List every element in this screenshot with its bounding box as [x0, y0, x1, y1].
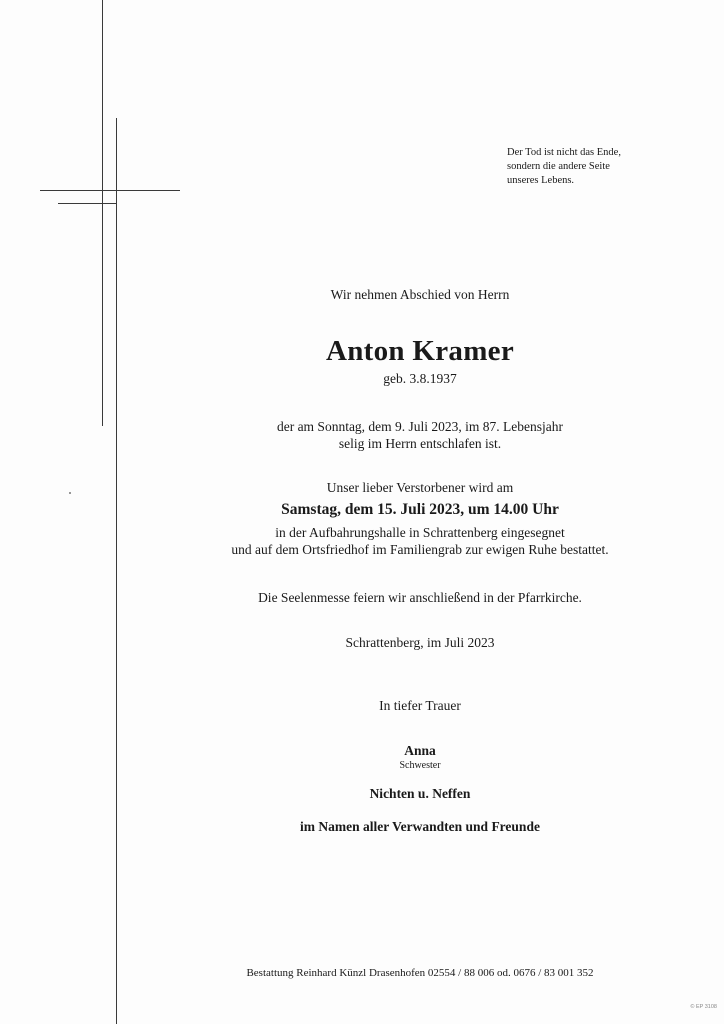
- quote-line: unseres Lebens.: [507, 175, 575, 186]
- intro-text: Wir nehmen Abschied von Herrn: [330, 287, 510, 302]
- relatives: Nichten u. Neffen: [369, 786, 471, 801]
- funeral-intro: Unser lieber Verstorbener wird am: [326, 480, 514, 495]
- funeral-line: und auf dem Ortsfriedhof im Familiengrab zur ewigen Ruhe bestattet.: [231, 542, 609, 557]
- death-notice: [180, 418, 660, 452]
- speck: [69, 492, 71, 494]
- funeral-date: Samstag, dem 15. Juli 2023, um 14.00 Uhr: [281, 501, 559, 518]
- funeral-details: [180, 524, 660, 558]
- mourner-relation: Schwester: [399, 760, 441, 771]
- quote-line: Der Tod ist nicht das Ende,: [507, 147, 621, 158]
- death-line: der am Sonntag, dem 9. Juli 2023, im 87. Lebensjahr: [276, 419, 564, 434]
- birth-date: geb. 3.8.1937: [383, 371, 457, 386]
- funeral-line: in der Aufbahrungshalle in Schrattenberg eingesegnet: [275, 525, 565, 540]
- place-date: Schrattenberg, im Juli 2023: [345, 635, 495, 650]
- death-line: selig im Herrn entschlafen ist.: [338, 436, 502, 451]
- quote-line: sondern die andere Seite: [507, 161, 610, 172]
- mourning-text: In tiefer Trauer: [379, 698, 461, 713]
- deceased-name: Anton Kramer: [325, 335, 515, 367]
- mass-notice: Die Seelenmesse feiern wir anschließend in der Pfarrkirche.: [258, 590, 582, 605]
- watermark: © EP 3108: [690, 1004, 717, 1010]
- quote: [507, 146, 707, 188]
- closing-text: im Namen aller Verwandten und Freunde: [300, 819, 540, 834]
- mourner-name: Anna: [404, 743, 436, 758]
- funeral-home-footer: Bestattung Reinhard Künzl Drasenhofen 02554 / 88 006 od. 0676 / 83 001 352: [246, 967, 594, 979]
